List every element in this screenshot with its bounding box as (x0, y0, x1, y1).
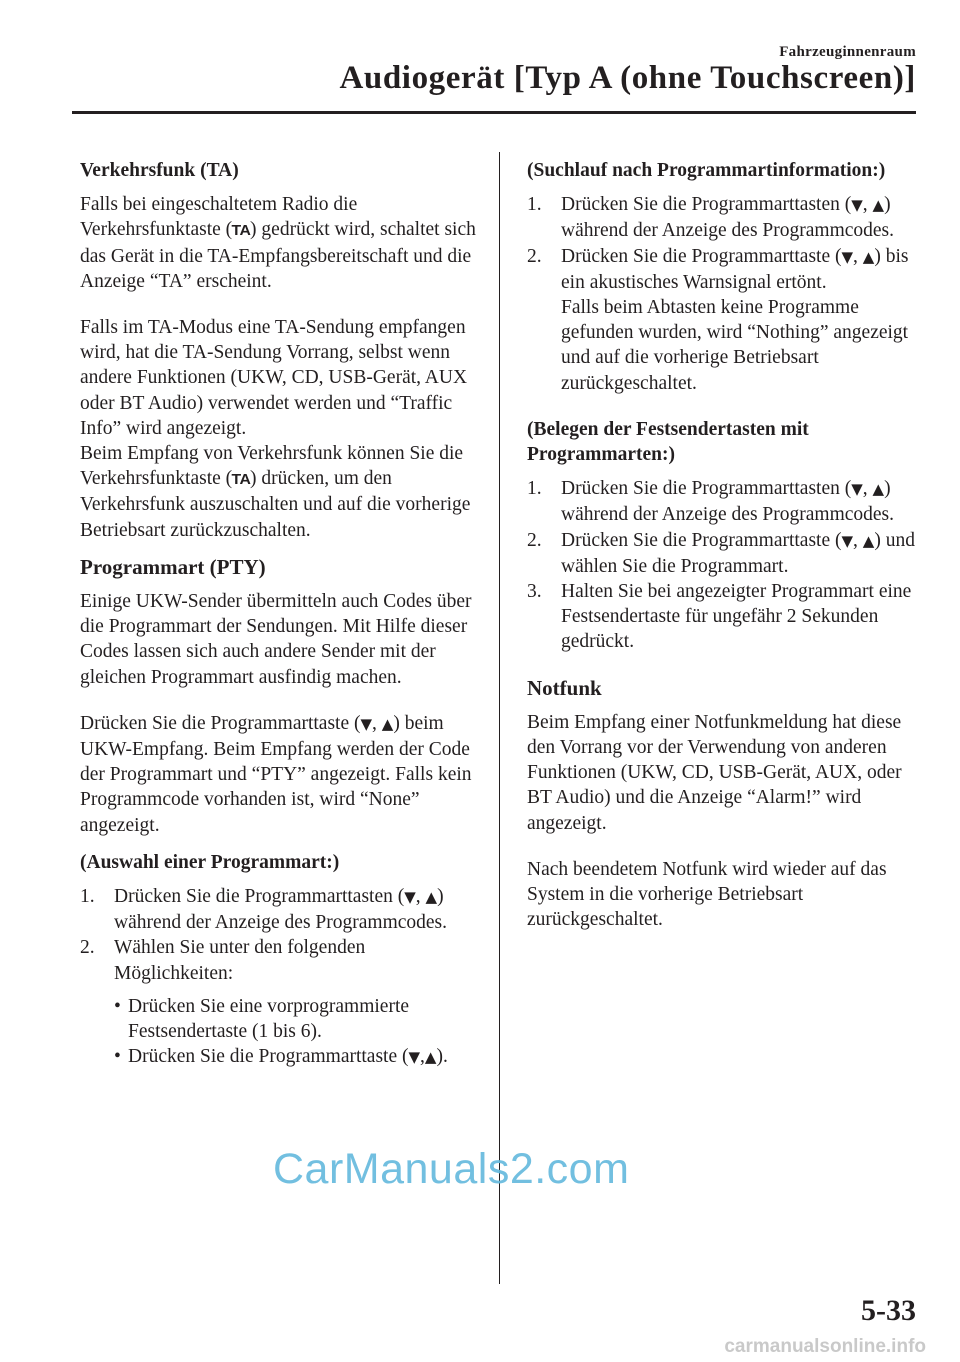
traffic-info-heading: Verkehrsfunk (TA) (80, 160, 239, 181)
search-step-1: 1. Drücken Sie die Programmarttasten (▼, ▲) während der Anzeige des Programmcodes. (527, 194, 895, 242)
emergency-heading: Notfunk (527, 675, 602, 700)
site-watermark: carmanualsonline.info (724, 1336, 926, 1357)
chapter-title: Audiogerät [Typ A (ohne Touchscreen)] (339, 60, 916, 96)
ta-button-icon: TA (231, 222, 251, 240)
pty-heading: Programmart (PTY) (80, 554, 266, 579)
pty-paragraph-1: Einige UKW-Sender übermitteln auch Codes über die Programmart der Sendungen. Mit Hilfe dieser Codes lassen sich auch andere Sender mit der gleichen Programmart ausfindig machen. (80, 591, 472, 688)
option-bullet-1: • Drücken Sie eine vorprogrammierte Festsendertaste (1 bis 6). (114, 995, 410, 1043)
section-label: Fahrzeuginnenraum (779, 44, 916, 60)
preset-step-1: 1. Drücken Sie die Programmarttasten (▼, ▲) während der Anzeige des Programmcodes. (527, 478, 895, 526)
search-pty-heading: (Suchlauf nach Programmartinformation:) (527, 160, 886, 181)
ta-button-icon: TA (231, 471, 251, 489)
up-arrow-icon: ▲ (424, 1048, 437, 1067)
emergency-paragraph-1: Beim Empfang einer Notfunkmeldung hat diese den Vorrang vor der Verwendung von anderen Funktionen (UKW, CD, USB-Gerät, AUX, oder BT Audio) und die Anzeige “Alarm!” wird angezeigt. (527, 711, 902, 834)
header-rule (72, 111, 916, 114)
select-step-2: 2. Wählen Sie unter den folgenden Möglichkeiten: (80, 937, 366, 984)
up-arrow-icon: ▲ (425, 888, 438, 907)
page-number: 5-33 (861, 1294, 916, 1327)
up-arrow-icon: ▲ (862, 531, 875, 550)
option-bullet-2: • Drücken Sie die Programmarttaste (▼,▲). (114, 1046, 448, 1068)
select-pty-heading: (Auswahl einer Programmart:) (80, 851, 340, 873)
up-arrow-icon: ▲ (872, 480, 885, 499)
preset-pty-heading: (Belegen der Festsendertasten mit Programmarten:) (527, 418, 809, 466)
up-arrow-icon: ▲ (862, 247, 875, 266)
down-arrow-icon: ▼ (408, 1048, 421, 1067)
pty-paragraph-2: Drücken Sie die Programmarttaste (▼, ▲) beim UKW-Empfang. Beim Empfang werden der Code der Programmart und “PTY” angezeigt. Falls kein Programmcode vorhanden ist, wird “None” angezeigt. (80, 712, 472, 836)
down-arrow-icon: ▼ (851, 196, 863, 215)
down-arrow-icon: ▼ (841, 247, 854, 266)
down-arrow-icon: ▼ (841, 531, 854, 550)
search-step-2: 2. Drücken Sie die Programmarttaste (▼, ▲) bis ein akustisches Warnsignal ertönt. Falls beim Abtasten keine Programme gefunden wurden, wird “Nothing” angezeigt und auf die vorherige Betriebsart zurückgeschaltet. (527, 245, 909, 394)
select-step-1: 1. Drücken Sie die Programmarttasten (▼, ▲) während der Anzeige des Programmcodes. (80, 886, 448, 934)
down-arrow-icon: ▼ (360, 714, 373, 733)
traffic-info-paragraph-3: Beim Empfang von Verkehrsfunk können Sie die Verkehrsfunktaste (TA) drücken, um den Verkehrsfunk auszuschalten und auf die vorherige Betriebsart zurückzuschalten. (80, 443, 471, 541)
traffic-info-paragraph-1: Falls bei eingeschaltetem Radio die Verkehrsfunktaste (TA) gedrückt wird, schaltet sich das Gerät in die TA-Empfangsbereitschaft und die Anzeige “TA” erscheint. (80, 194, 476, 292)
emergency-paragraph-2: Nach beendetem Notfunk wird wieder auf das System in die vorherige Betriebsart zurückgeschaltet. (527, 858, 887, 931)
traffic-info-paragraph-2: Falls im TA-Modus eine TA-Sendung empfangen wird, hat die TA-Sendung Vorrang, selbst wenn andere Funktionen (UKW, CD, USB-Gerät, AUX oder BT Audio) verwendet werden und “Traffic Info” wird angezeigt. (80, 317, 468, 439)
preset-step-3: 3. Halten Sie bei angezeigter Programmart eine Festsendertaste für ungefähr 2 Sekunden gedrückt. (527, 581, 912, 653)
preset-step-2: 2. Drücken Sie die Programmarttaste (▼, ▲) und wählen Sie die Programmart. (527, 529, 915, 577)
left-column (80, 158, 485, 1071)
right-column (527, 158, 925, 932)
up-arrow-icon: ▲ (381, 714, 394, 733)
down-arrow-icon: ▼ (404, 888, 416, 907)
column-divider (499, 152, 500, 1284)
up-arrow-icon: ▲ (872, 196, 885, 215)
watermark: CarManuals2.com (273, 1145, 630, 1193)
down-arrow-icon: ▼ (851, 480, 863, 499)
